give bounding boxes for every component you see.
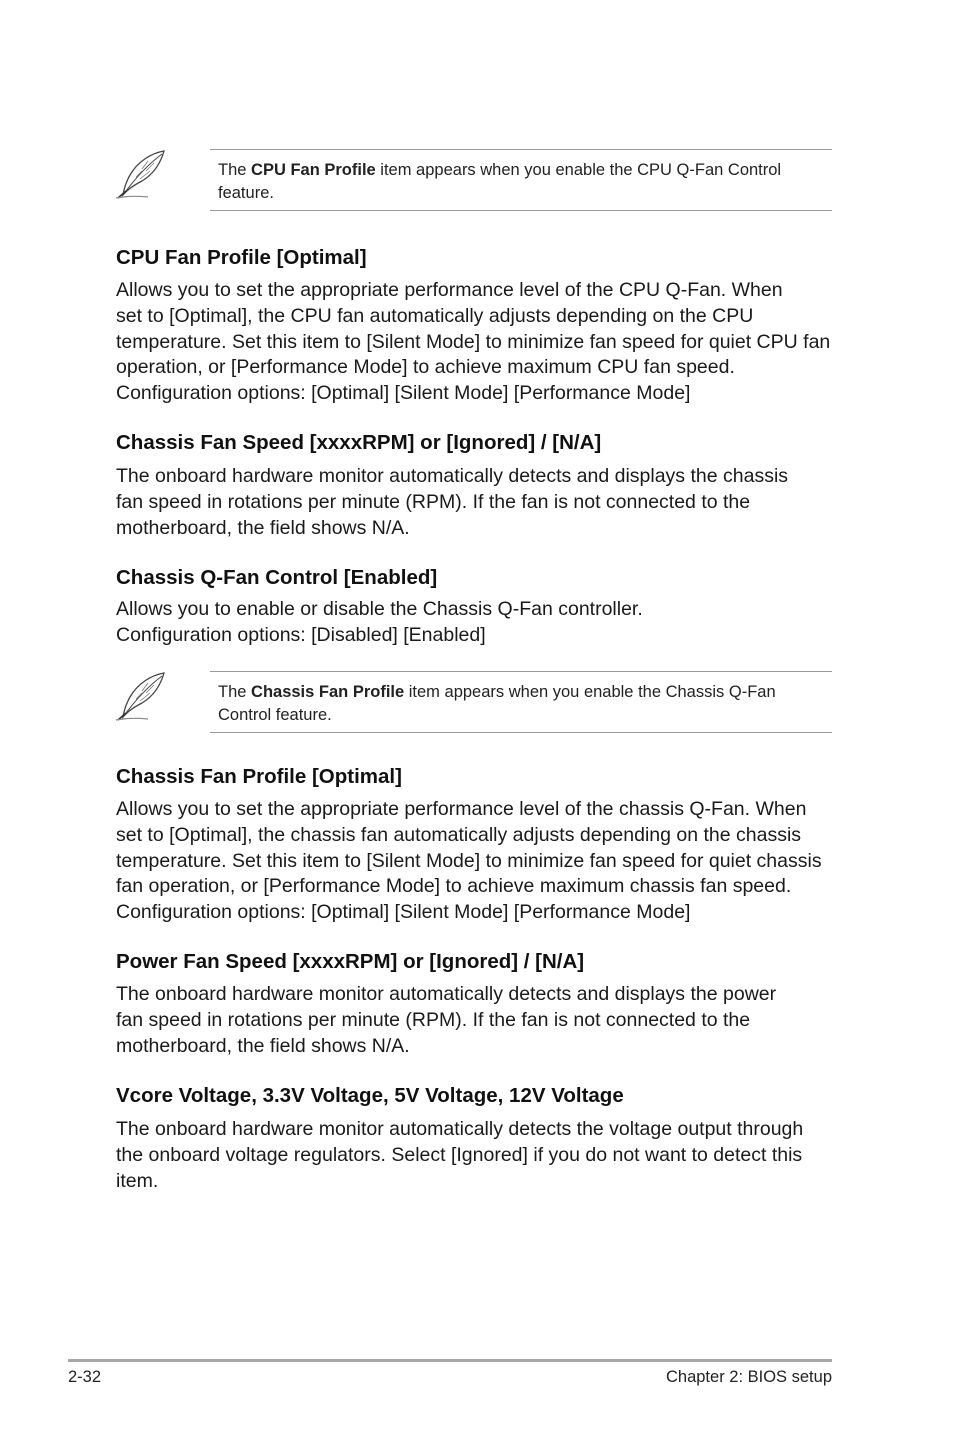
body-line: motherboard, the field shows N/A. — [116, 516, 410, 539]
note-prefix: The — [218, 161, 252, 179]
body-line: operation, or [Performance Mode] to achieve maximum CPU fan speed. — [116, 356, 735, 379]
body-line: Configuration options: [Optimal] [Silent Mode] [Performance Mode] — [116, 901, 691, 924]
note-cpu-fan-profile — [108, 149, 832, 213]
chapter-title: Chapter 2: BIOS setup — [665, 1368, 832, 1386]
body-line: fan speed in rotations per minute (RPM). If the fan is not connected to the — [116, 490, 751, 513]
body-line: set to [Optimal], the chassis fan automatically adjusts depending on the chassis — [116, 823, 802, 846]
body-line: Allows you to set the appropriate performance level of the CPU Q-Fan. When — [116, 279, 783, 301]
body-line: motherboard, the field shows N/A. — [116, 1034, 410, 1057]
body-line: Configuration options: [Optimal] [Silent Mode] [Performance Mode] — [116, 382, 691, 405]
page-number: 2-32 — [68, 1368, 102, 1386]
body-line: item. — [116, 1169, 159, 1192]
note-text — [218, 681, 818, 727]
note-line2: Control feature. — [218, 706, 332, 724]
note-suffix: item appears when you enable the Chassis Q-Fan — [404, 683, 776, 701]
body-line: set to [Optimal], the CPU fan automatically adjusts depending on the CPU — [116, 304, 754, 327]
footer-divider — [68, 1359, 832, 1362]
note-box — [210, 149, 832, 211]
section-body-chassis-fan-speed — [116, 464, 836, 541]
body-line: fan operation, or [Performance Mode] to achieve maximum chassis fan speed. — [116, 875, 792, 898]
note-prefix: The — [218, 683, 252, 701]
section-heading-chassis-fan-profile: Chassis Fan Profile [Optimal] — [116, 765, 402, 788]
section-heading-chassis-qfan-control: Chassis Q-Fan Control [Enabled] — [116, 566, 438, 589]
section-body-chassis-fan-profile — [116, 797, 836, 926]
feather-pen-icon — [112, 671, 168, 723]
note-suffix: item appears when you enable the CPU Q-Fan Control — [375, 161, 782, 179]
section-body-chassis-qfan-control — [116, 597, 836, 649]
body-line: Allows you to enable or disable the Chassis Q-Fan controller. — [116, 598, 643, 620]
body-line: The onboard hardware monitor automatically detects the voltage output through — [116, 1118, 804, 1140]
note-bold-term: Chassis Fan Profile — [251, 683, 405, 701]
note-box — [210, 671, 832, 733]
body-line: the onboard voltage regulators. Select [Ignored] if you do not want to detect this — [116, 1143, 803, 1166]
body-line: fan speed in rotations per minute (RPM). If the fan is not connected to the — [116, 1008, 751, 1031]
section-heading-power-fan-speed: Power Fan Speed [xxxxRPM] or [Ignored] / [N/A] — [116, 950, 585, 973]
section-heading-cpu-fan-profile: CPU Fan Profile [Optimal] — [116, 246, 367, 269]
body-line: temperature. Set this item to [Silent Mode] to minimize fan speed for quiet CPU fan — [116, 330, 831, 353]
note-line2: feature. — [218, 184, 274, 202]
note-bold-term: CPU Fan Profile — [251, 161, 376, 179]
section-body-power-fan-speed — [116, 982, 836, 1059]
section-heading-chassis-fan-speed: Chassis Fan Speed [xxxxRPM] or [Ignored] / [N/A] — [116, 431, 602, 454]
body-line: The onboard hardware monitor automatically detects and displays the power — [116, 983, 777, 1005]
body-line: Allows you to set the appropriate performance level of the chassis Q-Fan. When — [116, 798, 807, 820]
feather-pen-icon — [112, 149, 168, 201]
section-heading-voltages: Vcore Voltage, 3.3V Voltage, 5V Voltage, 12V Voltage — [116, 1084, 624, 1107]
note-chassis-fan-profile — [108, 671, 832, 735]
section-body-voltages — [116, 1117, 836, 1194]
body-line: The onboard hardware monitor automatically detects and displays the chassis — [116, 465, 789, 487]
body-line: temperature. Set this item to [Silent Mode] to minimize fan speed for quiet chassis — [116, 849, 822, 872]
section-body-cpu-fan-profile — [116, 278, 836, 407]
body-line: Configuration options: [Disabled] [Enabled] — [116, 623, 486, 646]
note-text — [218, 159, 818, 205]
